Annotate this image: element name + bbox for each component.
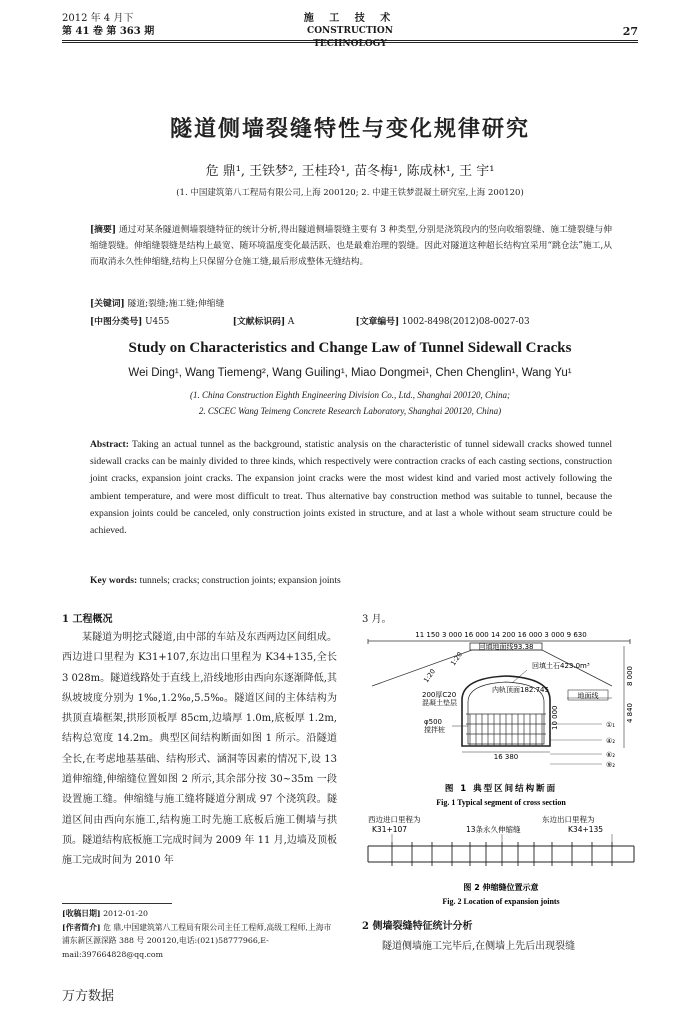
section2-paragraph: 隧道侧墙施工完毕后,在侧墙上先后出现裂缝 [382,941,576,952]
abstract-en-text: Taking an actual tunnel as the background, statistic analysis on the characteristic of tunnel sidewall cracks showed tunnel sidewall cracks can be mainly divided to three kinds, which respectively were contraction cracks of each casting sections, construction joint cracks, expansion joint cracks. The expansion joint cracks were the most widest kind and varied most actively following the ambient temperature, and were most difficult to treat. Thus alternative bay construction method was suitable to tunnel, because the expansion joints could be canceled, only construction joints existed in structure, and at last a whole without seam structure could be achieved. [90,439,612,537]
footnote [62,907,337,961]
fig1-marker-2: ④₂ [606,737,616,745]
fig1-slope-left-2: 1:20 [422,667,438,685]
class-value: U455 [145,317,170,327]
abstract-cn [90,222,612,270]
title-en: Study on Characteristics and Change Law of Tunnel Sidewall Cracks [128,340,572,356]
fig2-east-1: 东边出口里程为 [542,815,595,824]
keywords-en-text: tunnels; cracks; construction joints; expansion joints [139,575,341,586]
fig1-bedding-2: 混凝土垫层 [422,699,457,707]
doc-value: A [287,317,295,327]
fig1-inner-label: 内轨顶面182.745 [492,686,549,694]
received-date: 2012-01-20 [103,909,149,918]
doc-label: [文献标识码] [232,317,286,327]
article-label: [文章编号] [355,317,400,327]
fig1-marker-3: ⑥₂ [606,751,616,759]
abstract-en [90,436,612,539]
keywords-cn-label: [关键词] [90,299,125,309]
fig1-marker-1: ①₁ [606,721,616,729]
keywords-cn-text: 隧道;裂缝;施工缝;伸缩缝 [127,299,225,309]
fig2-west-1: 西边进口里程为 [368,815,421,824]
abstract-cn-text: 通过对某条隧道侧墙裂缝特征的统计分析,得出隧道侧墙裂缝主要有 3 种类型,分别是浇筑段内的竖向收缩裂缝、施工缝裂缝与伸缩缝裂缝。伸缩缝裂缝是结构上最宽、随环境温度变化最活跃、也是最难治理的裂缝。因此对隧道这种超长结构宜采用“跳仓法”施工,从而取消永久性伸缩缝,结构上只保留分仓施工缝,最后形成整体无缝结构。 [90,225,613,267]
page-number: 27 [622,25,638,38]
authors-en: Wei Ding¹, Wang Tiemeng², Wang Guiling¹, Miao Dongmei¹, Chen Chenglin¹, Wang Yu¹ [128,367,572,379]
fig1-width: 16 380 [493,753,519,761]
running-header-left [62,12,154,38]
figure-2-expansion-joints [362,812,640,912]
fig1-slope-left: 1:20 [449,650,465,668]
title-cn: 隧道侧墙裂缝特性与变化规律研究 [169,116,530,142]
article-value: 1002-8498(2012)08-0027-03 [401,317,530,327]
fig1-pile-label-2: 搅拌桩 [424,726,445,734]
abstract-cn-label: [摘要] [90,225,116,235]
fig1-bedding-1: 200厚C20 [422,691,457,699]
header-rule-2 [62,42,638,43]
received-label: [收稿日期] [62,909,101,918]
fig2-caption-en: Fig. 2 Location of expansion joints [442,897,560,906]
keywords-en-label: Key words: [90,575,138,586]
issue-date: 2012 年 4 月下 [62,13,134,24]
keywords-en [90,572,612,589]
footnote-rule [62,903,172,904]
class-label: [中图分类号] [90,317,143,327]
right-column-start: 3 月。 [362,614,392,625]
keywords-cn [90,296,612,312]
issue-volume: 第 41 卷 第 363 期 [62,26,155,37]
fig2-caption-cn: 图 2 伸缩缝位置示意 [463,883,539,892]
left-column [62,612,337,872]
affiliation-en-2: 2. CSCEC Wang Teimeng Concrete Research Laboratory, Shanghai 200120, China) [198,406,502,416]
author-bio: 危 鼎,中国建筑第八工程局有限公司主任工程师,高级工程师,上海市浦东新区源深路 388 号 200120,电话:(021)58777966,E-mail:397664828@qq.com [62,922,332,959]
fig2-center: 13条永久伸缩缝 [466,825,521,834]
affiliation-cn: (1. 中国建筑第八工程局有限公司,上海 200120; 2. 中建王铁梦混凝土研究室,上海 200120) [176,188,524,198]
affiliation-en-1: (1. China Construction Eighth Engineering Division Co., Ltd., Shanghai 200120, China; [189,390,510,400]
authors-cn: 危 鼎¹, 王铁梦², 王桂玲¹, 苗冬梅¹, 陈成林¹, 王 宇¹ [205,164,495,179]
section1-paragraph: 某隧道为明挖式隧道,由中部的车站及东西两边区间组成。西边进口里程为 K31+107,东边出口里程为 K34+135,全长 3 028m。隧道线路处于直线上,沿线地形由西向东逐渐降低,其纵坡坡度分别为 1‰,1.2‰,5.5‰。隧道区间的主体结构为拱顶直墙框架,拱形顶板厚 85cm,边墙厚 1.0m,底板厚 1.2m,结构总宽度 14.2m。典型区间结构断面如图 1 所示。沿隧道全长,在考虑地基基础、结构形式、涵洞等因素的情况下,设 13 道伸缩缝,伸缩缝位置如图 2 所示,其余部分按 30~35m 一段设置施工缝。伸缩缝与施工缝将隧道分割成 97 个浇筑段。隧道区间由西向东施工,结构施工时先施工底板后施工侧墙与拱顶。隧道结构底板施工完成时间为 2009 年 11 月,边墙及顶板施工完成时间为 2010 年 [62,632,337,867]
journal-name-en: CONSTRUCTION TECHNOLOGY [307,26,393,49]
fig1-backfill: 回填土石423.0m³ [532,662,590,670]
fig2-east-2: K34+135 [568,825,604,834]
affiliation-en [62,387,638,419]
section1-title: 1 工程概况 [62,614,113,625]
header-rule [62,40,638,41]
abstract-en-label: Abstract: [90,439,129,450]
watermark: 万方数据 [62,989,115,1004]
fig1-height: 10 000 [551,705,559,730]
fig1-caption-en: Fig. 1 Typical segment of cross section [436,798,566,807]
fig1-ground-label: 地面线 [577,692,599,700]
fig1-road-label: 回填地面线93.38 [478,643,534,651]
journal-name-cn: 施 工 技 术 [303,13,397,24]
running-header-center [270,12,430,51]
fig1-dims-top: 11 150 3 000 16 000 14 200 16 000 3 000 9 630 [415,631,587,639]
fig1-caption-cn: 图 1 典型区间结构断面 [444,784,558,794]
fig1-piles [466,714,546,746]
classification-row [90,314,612,330]
author-bio-label: [作者简介] [62,922,101,932]
figure-1-cross-section [362,628,640,810]
fig1-pile-label-1: φ500 [424,718,442,726]
section2-title: 2 侧墙裂缝特征统计分析 [362,921,473,932]
fig2-west-2: K31+107 [372,825,408,834]
fig1-right-h1: 8 000 [626,665,634,687]
fig1-right-h2: 4 840 [626,702,634,724]
fig1-marker-4: ⑨₂ [606,761,616,769]
